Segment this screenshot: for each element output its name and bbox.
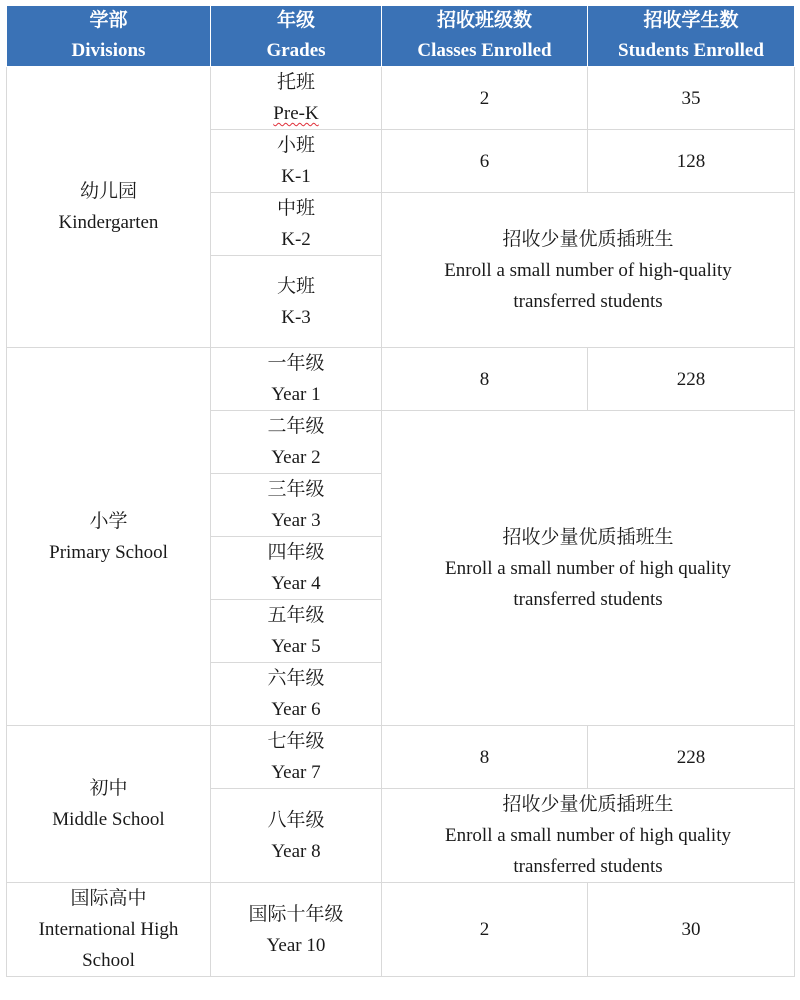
grade-cell: 大班 K-3 [211, 256, 382, 348]
classes-cell: 6 [382, 130, 588, 193]
header-grades: 年级 Grades [211, 6, 382, 67]
grade-cell: 二年级 Year 2 [211, 411, 382, 474]
division-kindergarten: 幼儿园 Kindergarten [7, 67, 211, 348]
classes-cell: 2 [382, 883, 588, 977]
header-row [7, 6, 795, 67]
students-cell: 228 [588, 348, 795, 411]
grade-cell: 托班 Pre-K [211, 67, 382, 130]
transfer-note: 招收少量优质插班生 Enroll a small number of high quality transferred students [382, 789, 795, 883]
header-divisions: 学部 Divisions [7, 6, 211, 67]
grade-cell: 国际十年级 Year 10 [211, 883, 382, 977]
table-row [7, 883, 795, 977]
division-international-high-school: 国际高中 International High School [7, 883, 211, 977]
transfer-note: 招收少量优质插班生 Enroll a small number of high-quality transferred students [382, 193, 795, 348]
header-classes-enrolled: 招收班级数 Classes Enrolled [382, 6, 588, 67]
enrollment-table [6, 5, 795, 977]
grade-cell: 八年级 Year 8 [211, 789, 382, 883]
students-cell: 128 [588, 130, 795, 193]
classes-cell: 8 [382, 348, 588, 411]
grade-cell: 五年级 Year 5 [211, 600, 382, 663]
students-cell: 35 [588, 67, 795, 130]
grade-cell: 四年级 Year 4 [211, 537, 382, 600]
transfer-note: 招收少量优质插班生 Enroll a small number of high quality transferred students [382, 411, 795, 726]
division-middle-school: 初中 Middle School [7, 726, 211, 883]
grade-cell: 一年级 Year 1 [211, 348, 382, 411]
classes-cell: 2 [382, 67, 588, 130]
table-row [7, 348, 795, 411]
table-row [7, 67, 795, 130]
classes-cell: 8 [382, 726, 588, 789]
students-cell: 30 [588, 883, 795, 977]
grade-cell: 七年级 Year 7 [211, 726, 382, 789]
grade-cell: 中班 K-2 [211, 193, 382, 256]
grade-cell: 六年级 Year 6 [211, 663, 382, 726]
students-cell: 228 [588, 726, 795, 789]
table-row [7, 726, 795, 789]
division-primary-school: 小学 Primary School [7, 348, 211, 726]
grade-cell: 三年级 Year 3 [211, 474, 382, 537]
header-students-enrolled: 招收学生数 Students Enrolled [588, 6, 795, 67]
grade-cell: 小班 K-1 [211, 130, 382, 193]
